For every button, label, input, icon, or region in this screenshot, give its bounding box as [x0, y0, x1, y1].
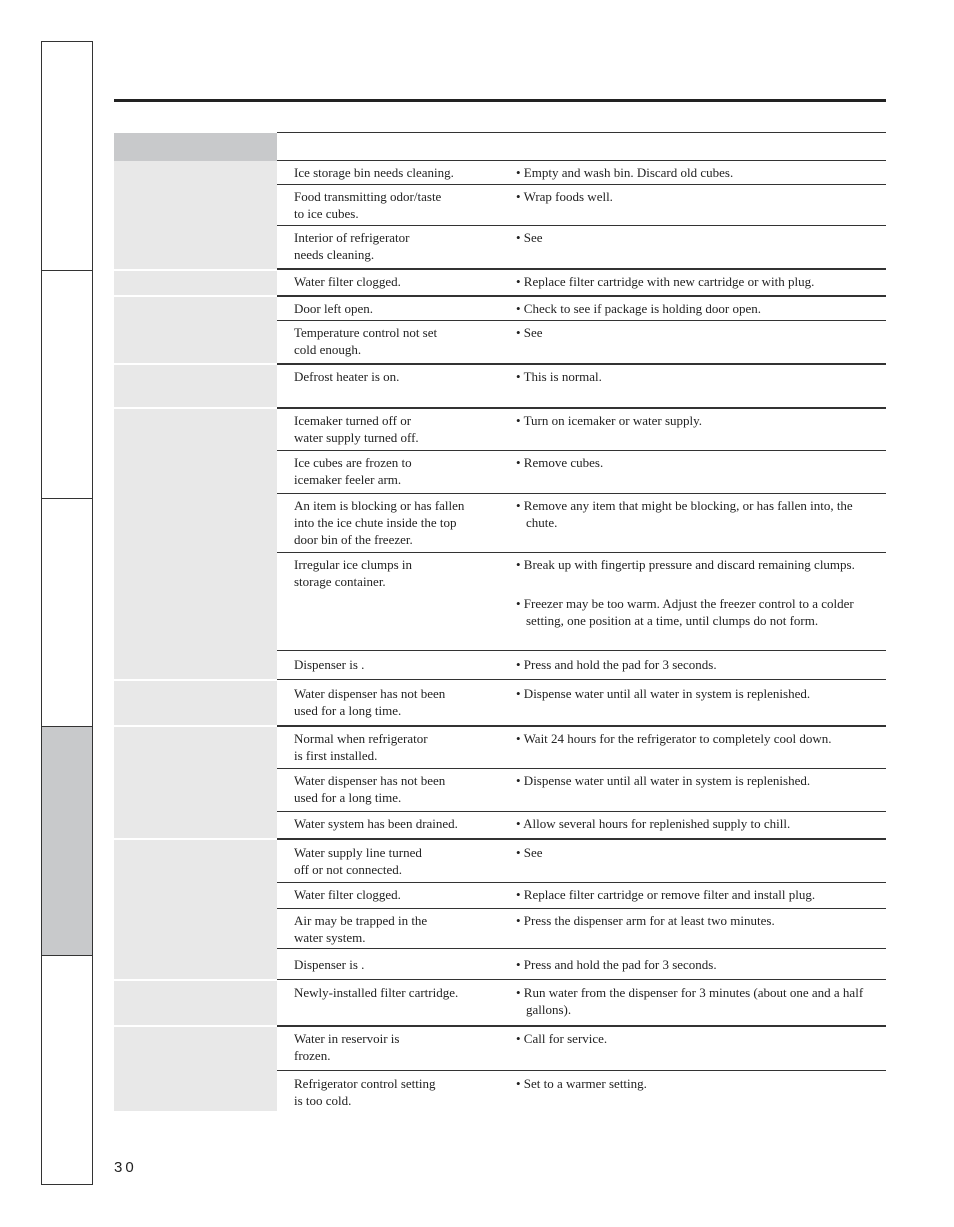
cause-text: Temperature control not set cold enough. — [294, 325, 438, 357]
group-divider — [277, 838, 886, 840]
cause-text: Door left open. — [294, 301, 374, 316]
row-divider — [277, 768, 886, 769]
cause-text: Water filter clogged. — [294, 887, 401, 902]
group-divider — [277, 725, 886, 727]
cause-text: Water supply line turned off or not connected. — [294, 845, 422, 877]
remedy-text: • Press and hold the pad for 3 seconds. — [516, 957, 717, 972]
row-divider — [277, 1070, 886, 1071]
cause-text: Ice storage bin needs cleaning. — [294, 165, 454, 180]
remedy-text: • Press the dispenser arm for at least two minutes. — [516, 913, 775, 928]
cause-text: Water in reservoir is frozen. — [294, 1031, 400, 1063]
row-divider — [277, 979, 886, 980]
category-cell — [114, 727, 277, 838]
side-tab-active[interactable] — [42, 726, 92, 955]
cause-text: An item is blocking or has fallen into the ice chute inside the top door bin of the freezer. — [294, 498, 465, 547]
category-cell — [114, 840, 277, 979]
cause-text: Air may be trapped in the water system. — [294, 913, 428, 945]
cause-text: Interior of refrigerator needs cleaning. — [294, 230, 410, 262]
side-tab[interactable] — [42, 498, 92, 726]
cause-text: Ice cubes are frozen to icemaker feeler arm. — [294, 455, 412, 487]
remedy-text: • Turn on icemaker or water supply. — [516, 413, 703, 428]
side-tab[interactable] — [42, 955, 92, 1184]
remedy-text: • Set to a warmer setting. — [516, 1076, 647, 1091]
category-cell — [114, 365, 277, 407]
remedy-text: • Wait 24 hours for the refrigerator to completely cool down. — [516, 731, 832, 746]
row-divider — [277, 882, 886, 883]
remedy-text: • Allow several hours for replenished supply to chill. — [516, 816, 791, 831]
remedy-text: • Dispense water until all water in system is replenished. — [516, 686, 811, 701]
remedy-text: • See — [516, 845, 543, 860]
row-divider — [277, 650, 886, 651]
row-divider — [277, 679, 886, 680]
row-divider — [277, 225, 886, 226]
cause-text: Food transmitting odor/taste to ice cubes. — [294, 189, 442, 221]
group-divider — [277, 363, 886, 365]
row-divider — [277, 320, 886, 321]
group-divider — [277, 407, 886, 409]
category-cell — [114, 1027, 277, 1111]
remedy-text: • Wrap foods well. — [516, 189, 613, 204]
category-cell — [114, 981, 277, 1025]
row-divider — [277, 184, 886, 185]
top-rule — [114, 99, 886, 102]
group-divider — [277, 268, 886, 270]
cause-text: Dispenser is . — [294, 657, 365, 672]
remedy-text: • Call for service. — [516, 1031, 608, 1046]
cause-text: Irregular ice clumps in storage container. — [294, 557, 413, 589]
cause-text: Normal when refrigerator is first installed. — [294, 731, 428, 763]
remedy-text: • Remove cubes. — [516, 455, 604, 470]
remedy-text: • Break up with fingertip pressure and discard remaining clumps. — [516, 557, 855, 572]
category-cell — [114, 409, 277, 679]
group-divider — [277, 295, 886, 297]
cause-text: Refrigerator control setting is too cold. — [294, 1076, 436, 1108]
remedy-text: • Run water from the dispenser for 3 minutes (about one and a half gallons). — [516, 985, 864, 1017]
row-divider — [277, 948, 886, 949]
group-divider — [277, 1025, 886, 1027]
table-header-cell — [114, 133, 277, 161]
remedy-text: • Dispense water until all water in system is replenished. — [516, 773, 811, 788]
side-tab-strip — [41, 41, 93, 1185]
category-cell — [114, 297, 277, 363]
cause-text: Defrost heater is on. — [294, 369, 400, 384]
cause-text: Newly-installed filter cartridge. — [294, 985, 459, 1000]
category-cell — [114, 681, 277, 725]
remedy-text: • Empty and wash bin. Discard old cubes. — [516, 165, 734, 180]
remedy-text: • Press and hold the pad for 3 seconds. — [516, 657, 717, 672]
cause-text: Water system has been drained. — [294, 816, 458, 831]
row-divider — [277, 552, 886, 553]
remedy-text: • Check to see if package is holding door open. — [516, 301, 761, 316]
remedy-text: • This is normal. — [516, 369, 602, 384]
cause-text: Water filter clogged. — [294, 274, 401, 289]
cause-text: Icemaker turned off or water supply turned off. — [294, 413, 419, 445]
remedy-text: • Replace filter cartridge with new cartridge or with plug. — [516, 274, 815, 289]
row-divider — [277, 811, 886, 812]
row-divider — [277, 493, 886, 494]
remedy-text: • Replace filter cartridge or remove filter and install plug. — [516, 887, 816, 902]
side-tab[interactable] — [42, 270, 92, 498]
remedy-text: • See — [516, 325, 543, 340]
remedy-text: • Freezer may be too warm. Adjust the freezer control to a colder setting, one position at a time, until clumps do not form. — [516, 596, 854, 628]
row-divider — [277, 450, 886, 451]
row-divider — [277, 160, 886, 161]
category-cell — [114, 271, 277, 295]
remedy-text: • See — [516, 230, 543, 245]
row-divider — [277, 908, 886, 909]
table-header-rule — [277, 132, 886, 133]
cause-text: Water dispenser has not been used for a long time. — [294, 686, 446, 718]
cause-text: Water dispenser has not been used for a long time. — [294, 773, 446, 805]
category-cell — [114, 161, 277, 269]
cause-text: Dispenser is . — [294, 957, 365, 972]
page-number: 30 — [114, 1159, 137, 1176]
remedy-text: • Remove any item that might be blocking, or has fallen into, the chute. — [516, 498, 853, 530]
